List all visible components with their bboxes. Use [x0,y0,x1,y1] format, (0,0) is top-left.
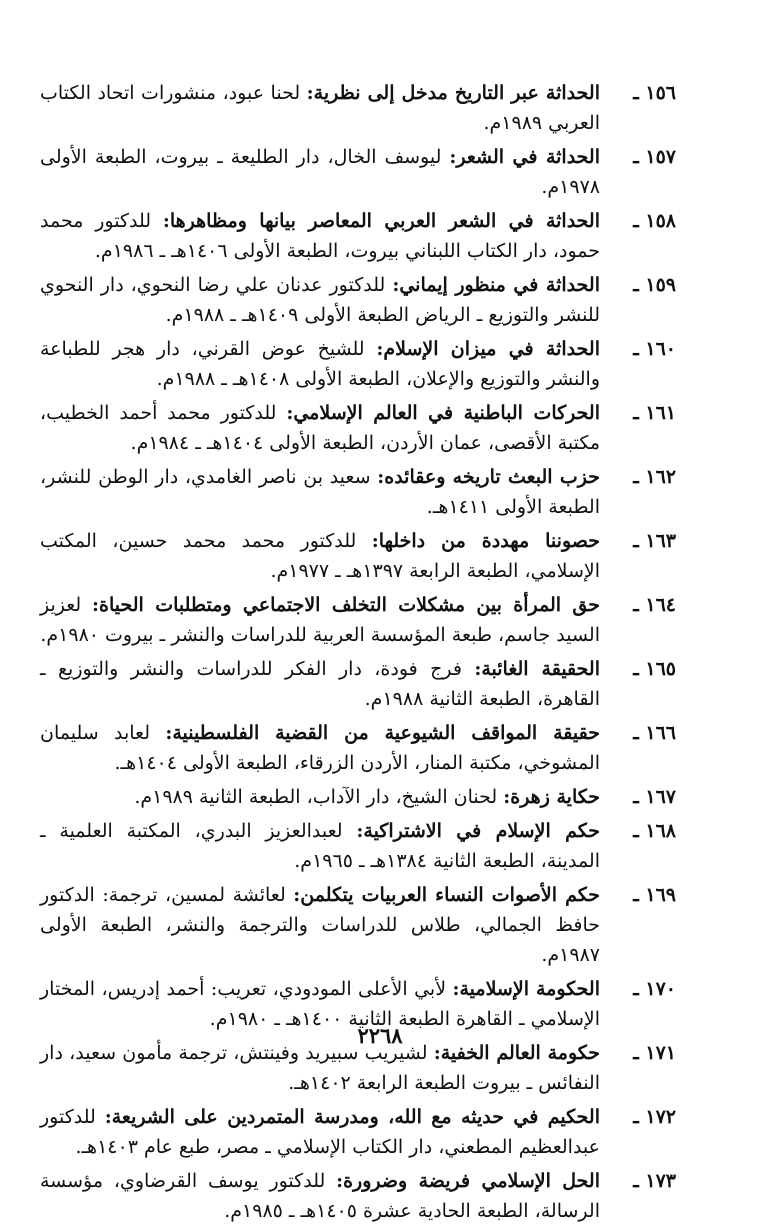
entry-title: حصوننا مهددة من داخلها: [371,530,600,552]
bibliography-entry-169 [40,880,676,970]
entry-details: للدكتور عبدالعظيم المطعني، دار الكتاب الإسلامي ـ مصر، طبع عام ١٤٠٣هـ. [40,1106,600,1158]
entry-details: لعزيز السيد جاسم، طبعة المؤسسة العربية للدراسات والنشر ـ بيروت ١٩٨٠م. [40,594,600,646]
entry-title: الحداثة في الشعر: [449,146,601,168]
entry-number: ١٦٠ ـ [633,338,676,360]
entry-details: لعائشة لمسين، ترجمة: الدكتور حافظ الجمالي، طلاس للدراسات والترجمة والنشر، الطبعة الأولى ١٩٨٧م. [40,884,600,966]
bibliography-entry-173 [40,1166,676,1226]
entry-text [40,782,600,812]
entry-title: الحداثة في الشعر العربي المعاصر بيانها ومظاهرها: [162,210,600,232]
entry-number: ١٦٨ ـ [633,820,676,842]
entry-details: فرج فودة، دار الفكر للدراسات والنشر والتوزيع ـ القاهرة، الطبعة الثانية ١٩٨٨م. [40,658,600,710]
entry-text [40,270,600,330]
entry-details: للدكتور يوسف القرضاوي، مؤسسة الرسالة، الطبعة الحادية عشرة ١٤٠٥هـ ـ ١٩٨٥م. [40,1170,600,1222]
bibliography-entry-161 [40,398,676,458]
entry-number: ١٦٢ ـ [633,466,676,488]
entry-text [40,78,600,138]
entry-number: ١٦٧ ـ [633,786,676,808]
bibliography-list [40,78,676,1230]
entry-title: حزب البعث تاريخه وعقائده: [377,466,600,488]
bibliography-entry-166 [40,718,676,778]
entry-details: ليوسف الخال، دار الطليعة ـ بيروت، الطبعة الأولى ١٩٧٨م. [40,146,600,198]
entry-title: الحداثة في ميزان الإسلام: [376,338,600,360]
bibliography-entry-158 [40,206,676,266]
entry-number: ١٧٠ ـ [633,978,676,1000]
entry-title: حكم الأصوات النساء العربيات يتكلمن: [293,884,600,906]
bibliography-entry-160 [40,334,676,394]
entry-details: للدكتور عدنان علي رضا النحوي، دار النحوي للنشر والتوزيع ـ الرياض الطبعة الأولى ١٤٠٩هـ ـ ١٩٨٨م. [40,274,600,326]
bibliography-entry-172 [40,1102,676,1162]
entry-number: ١٦٩ ـ [633,884,676,906]
bibliography-entry-159 [40,270,676,330]
entry-number: ١٦٤ ـ [633,594,676,616]
entry-details: لحنا عبود، منشورات اتحاد الكتاب العربي ١٩٨٩م. [40,82,600,134]
entry-title: حكم الإسلام في الاشتراكية: [356,820,600,842]
entry-number: ١٦١ ـ [633,402,676,424]
entry-title: حق المرأة بين مشكلات التخلف الاجتماعي ومتطلبات الحياة: [92,594,600,616]
entry-text [40,816,600,876]
entry-title: حكاية زهرة: [503,786,600,808]
entry-number: ١٦٦ ـ [633,722,676,744]
bibliography-entry-168 [40,816,676,876]
entry-number: ١٧١ ـ [633,1042,676,1064]
entry-number: ١٧٢ ـ [633,1106,676,1128]
bibliography-entry-156 [40,78,676,138]
entry-title: حكومة العالم الخفية: [433,1042,601,1064]
entry-number: ١٥٨ ـ [633,210,676,232]
entry-text [40,590,600,650]
entry-text [40,142,600,202]
bibliography-entry-165 [40,654,676,714]
entry-number: ١٥٦ ـ [633,82,676,104]
entry-details: لعبدالعزيز البدري، المكتبة العلمية ـ المدينة، الطبعة الثانية ١٣٨٤هـ ـ ١٩٦٥م. [40,820,600,872]
bibliography-entry-157 [40,142,676,202]
entry-text [40,718,600,778]
entry-details: لعابد سليمان المشوخي، مكتبة المنار، الأردن الزرقاء، الطبعة الأولى ١٤٠٤هـ. [40,722,600,774]
entry-details: لشيريب سبيريد وفينتش، ترجمة مأمون سعيد، دار النفائس ـ بيروت الطبعة الرابعة ١٤٠٢هـ. [40,1042,600,1094]
entry-text [40,1166,600,1226]
entry-title: الحداثة في منظور إيماني: [392,274,600,296]
entry-text [40,462,600,522]
entry-title: الحكيم في حديثه مع الله، ومدرسة المتمردين على الشريعة: [104,1106,600,1128]
page-number: ٢٢٦٨ [357,1023,403,1048]
entry-details: للشيخ عوض القرني، دار هجر للطباعة والنشر والتوزيع والإعلان، الطبعة الأولى ١٤٠٨هـ ـ ١٩٨٨م. [40,338,600,390]
entry-number: ١٥٩ ـ [633,274,676,296]
entry-text [40,526,600,586]
entry-number: ١٧٣ ـ [633,1170,676,1192]
entry-text [40,334,600,394]
entry-text [40,398,600,458]
bibliography-entry-167 [40,782,676,812]
entry-title: الحكومة الإسلامية: [452,978,600,1000]
entry-number: ١٦٣ ـ [633,530,676,552]
entry-details: للدكتور محمد حمود، دار الكتاب اللبناني بيروت، الطبعة الأولى ١٤٠٦هـ ـ ١٩٨٦م. [40,210,600,262]
entry-text [40,880,600,970]
bibliography-entry-163 [40,526,676,586]
entry-title: الحقيقة الغائبة: [474,658,601,680]
bibliography-entry-164 [40,590,676,650]
entry-title: الحركات الباطنية في العالم الإسلامي: [286,402,600,424]
entry-details: للدكتور محمد أحمد الخطيب، مكتبة الأقصى، عمان الأردن، الطبعة الأولى ١٤٠٤هـ ـ ١٩٨٤م. [40,402,600,454]
entry-title: الحداثة عبر التاريخ مدخل إلى نظرية: [306,82,600,104]
entry-details: لحنان الشيخ، دار الآداب، الطبعة الثانية ١٩٨٩م. [134,786,504,808]
entry-details: لأبي الأعلى المودودي، تعريب: أحمد إدريس، المختار الإسلامي ـ القاهرة الطبعة الثانية ١٤٠٠هـ ـ ١٩٨٠م. [40,978,600,1030]
entry-number: ١٦٥ ـ [633,658,676,680]
entry-details: سعيد بن ناصر الغامدي، دار الوطن للنشر، الطبعة الأولى ١٤١١هـ. [40,466,600,518]
entry-text [40,654,600,714]
entry-details: للدكتور محمد محمد حسين، المكتب الإسلامي، الطبعة الرابعة ١٣٩٧هـ ـ ١٩٧٧م. [40,530,600,582]
entry-text [40,206,600,266]
bibliography-entry-162 [40,462,676,522]
entry-title: الحل الإسلامي فريضة وضرورة: [336,1170,600,1192]
entry-number: ١٥٧ ـ [633,146,676,168]
entry-text [40,1102,600,1162]
entry-title: حقيقة المواقف الشيوعية من القضية الفلسطينية: [165,722,600,744]
